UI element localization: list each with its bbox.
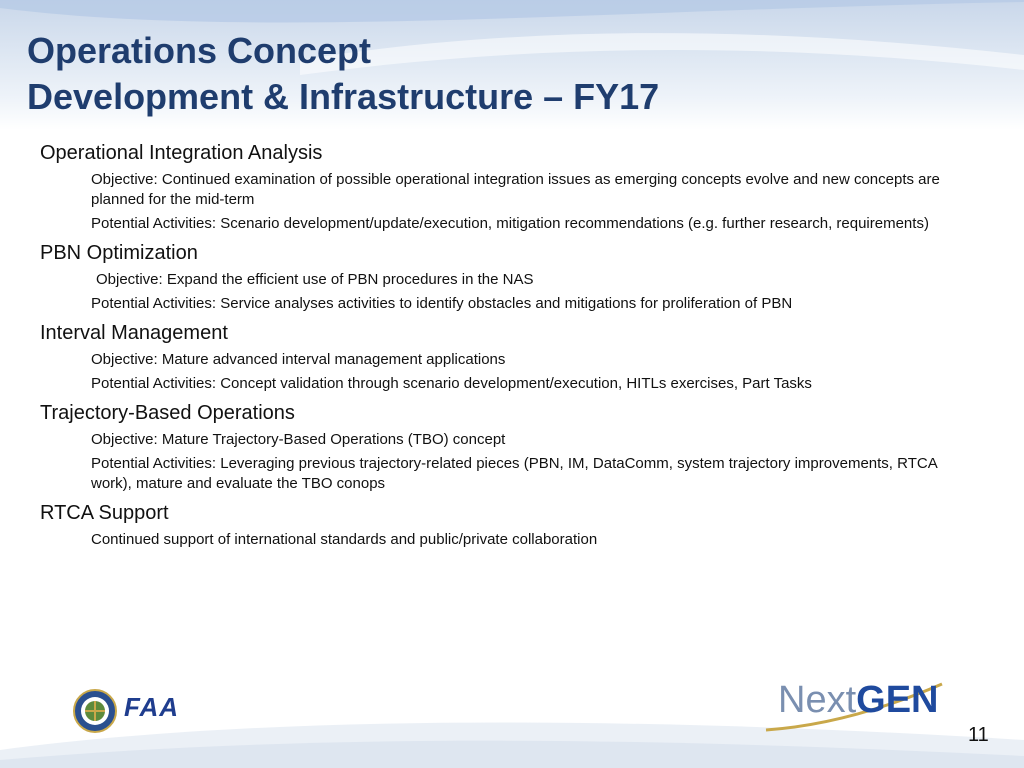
section-item: Objective: Mature Trajectory-Based Operations (TBO) concept [91, 431, 506, 448]
section-heading: Interval Management [40, 322, 228, 344]
section-operational-integration [40, 140, 980, 234]
section-tbo [40, 400, 980, 494]
faa-seal-icon [72, 688, 118, 734]
nextgen-logo-next: Next [778, 679, 857, 721]
nextgen-logo-gen: GEN [856, 679, 939, 721]
section-heading: RTCA Support [40, 502, 169, 524]
section-item: Continued support of international standards and public/private collaboration [91, 531, 598, 548]
section-item: Objective: Expand the efficient use of PBN procedures in the NAS [96, 271, 534, 288]
section-item: Potential Activities: Service analyses activities to identify obstacles and mitigations for proliferation of PBN [91, 295, 793, 312]
section-item: Potential Activities: Scenario development/update/execution, mitigation recommendations (e.g. further research, requirements) [91, 215, 929, 232]
section-item: Potential Activities: Concept validation through scenario development/execution, HITLs exercises, Part Tasks [91, 375, 812, 392]
slide-title-line-2: Development & Infrastructure – FY17 [27, 76, 660, 117]
section-interval-management [40, 320, 980, 394]
slide-title [27, 28, 659, 120]
section-item: Objective: Continued examination of possible operational integration issues as emerging concepts evolve and new concepts are planned for the mid-term [91, 171, 940, 208]
section-item: Objective: Mature advanced interval management applications [91, 351, 506, 368]
section-heading: PBN Optimization [40, 242, 198, 264]
section-pbn-optimization [40, 240, 980, 314]
faa-logo-text: FAA [124, 692, 179, 722]
content-list [40, 140, 980, 556]
section-heading: Operational Integration Analysis [40, 142, 323, 164]
slide-title-line-1: Operations Concept [27, 30, 372, 71]
section-rtca-support [40, 500, 980, 550]
section-heading: Trajectory-Based Operations [40, 402, 295, 424]
page-number: 11 [968, 724, 989, 746]
nextgen-logo [778, 678, 939, 722]
section-item: Potential Activities: Leveraging previous trajectory-related pieces (PBN, IM, DataComm, system trajectory improvements, RTCA work), mature and evaluate the TBO conops [91, 455, 937, 492]
